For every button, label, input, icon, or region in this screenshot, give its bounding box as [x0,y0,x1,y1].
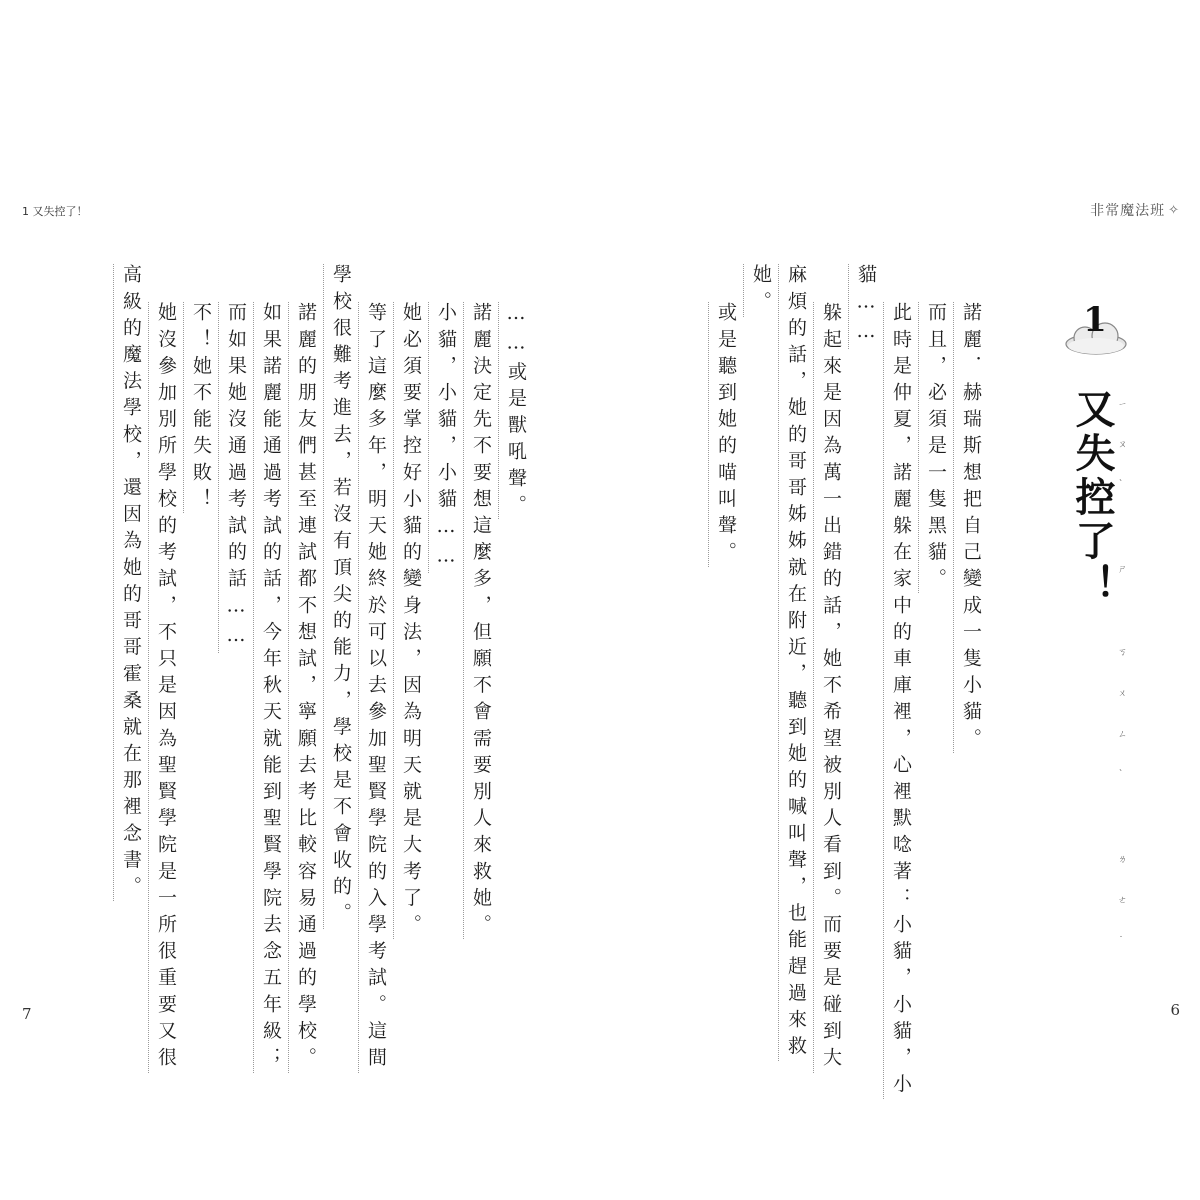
page-number-left: 7 [22,1005,32,1023]
left-page-line-12: 高級的魔法學校，還因為她的哥哥霍桑就在那裡念書。 [120,264,142,903]
left-page-line-4: 她必須要掌控好小貓的變身法，因為明天就是大考了。 [400,302,422,941]
right-page-line-6: 麻煩的話，她的哥哥姊姊就在附近，聽到她的喊叫聲，也能趕過來救 [785,264,807,1062]
running-head-left: 1 又失控了！ [22,205,88,218]
left-page-line-7: 諾麗的朋友們甚至連試都不想試，寧願去考比較容易通過的學校。 [295,302,317,1074]
left-page-line-2: 諾麗決定先不要想這麼多，但願不會需要別人來救她。 [470,302,492,941]
series-title: 非常魔法班 [1090,203,1166,219]
left-page-line-5: 等了這麼多年，明天她終於可以去參加聖賢學院的入學考試。這間 [365,302,387,1074]
page-number-right: 6 [1170,1001,1180,1019]
left-page-line-3: 小貓，小貓，小貓…… [435,302,457,574]
chapter-number: 1 [1083,300,1107,340]
left-page-line-8: 如果諾麗能通過考試的話，今年秋天就能到聖賢學院去念五年級； [260,302,282,1074]
right-page-line-4: 貓…… [855,264,877,350]
left-page-line-10: 不！她不能失敗！ [190,302,212,515]
chapter-title: 又失控了！ [1069,388,1115,608]
right-page-line-3: 此時是仲夏，諾麗躲在家中的車庫裡，心裡默唸著：小貓，小貓，小 [890,302,912,1100]
right-page-line-1: 諾麗．赫瑞斯想把自己變成一隻小貓。 [960,302,982,755]
running-head-right [1090,200,1180,220]
star-icon: ✧ [1168,202,1180,218]
left-page-line-1: ……或是獸吼聲。 [505,302,527,521]
right-page-line-2: 而且，必須是一隻黑貓。 [925,302,947,595]
left-page-line-11: 她沒參加別所學校的考試，不只是因為聖賢學院是一所很重要又很 [155,302,177,1074]
left-page-line-6: 學校很難考進去，若沒有頂尖的能力，學校是不會收的。 [330,264,352,929]
chapter-title-bopomofo: ㄧㄡˋ ㄕ ㄎㄨㄥˋ ㄌㄜ˙ [1116,400,1126,979]
right-page-line-7: 她。 [750,264,772,318]
right-page-line-5: 躲起來是因為萬一出錯的話，她不希望被別人看到。而要是碰到大 [820,302,842,1074]
left-page-line-9: 而如果她沒通過考試的話…… [225,302,247,654]
right-page-line-8: 或是聽到她的喵叫聲。 [715,302,737,568]
